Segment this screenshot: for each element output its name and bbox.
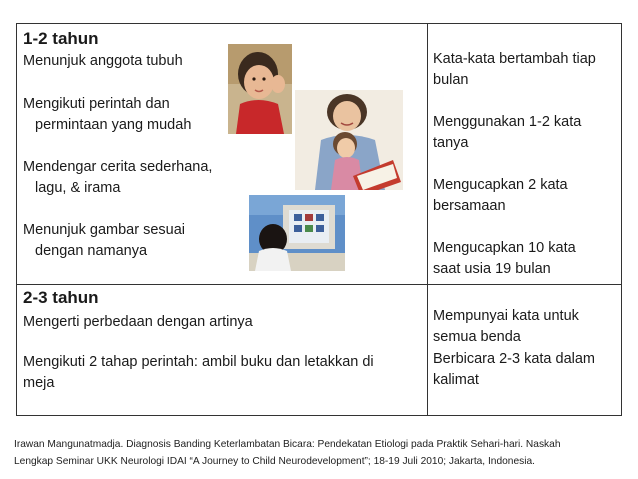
row1-title: 1-2 tahun: [23, 29, 99, 48]
row1-right-item: Mengucapkan 10 kata saat usia 19 bulan: [433, 240, 576, 277]
child-computer-photo: [249, 195, 345, 271]
row1-left-item: Mendengar cerita sederhana, lagu, & irama: [23, 159, 213, 196]
column-divider: [427, 24, 428, 415]
row1-right-item: Mengucapkan 2 kata bersamaan: [433, 177, 568, 214]
row1-left-item: Menunjuk anggota tubuh: [23, 53, 183, 69]
row1-left-item: Mengikuti perintah dan permintaan yang mudah: [23, 96, 192, 133]
row1-left-item: Menunjuk gambar sesuai dengan namanya: [23, 222, 186, 259]
milestone-table: [16, 23, 622, 416]
citation: Irawan Mangunatmadja. Diagnosis Banding Keterlambatan Bicara: Pendekatan Etiologi pada Praktik Sehari-hari. Naskah Lengkap Seminar UKK Neurologi IDAI “A Journey to Child Neurodevelopment”; 18-19 Juli 2010; Jakarta, Indonesia.: [14, 439, 561, 467]
row2-left-item: Mengikuti 2 tahap perintah: ambil buku dan letakkan di meja: [23, 354, 374, 391]
row2-right-item: Berbicara 2-3 kata dalam kalimat: [433, 351, 595, 388]
mother-child-reading-photo: [295, 90, 403, 190]
row2-left-item: Mengerti perbedaan dengan artinya: [23, 314, 253, 330]
row2-right-item: Mempunyai kata untuk semua benda: [433, 308, 579, 345]
row2-title: 2-3 tahun: [23, 288, 99, 307]
row1-right-item: Kata-kata bertambah tiap bulan: [433, 51, 596, 88]
row1-right-item: Menggunakan 1-2 kata tanya: [433, 114, 582, 151]
toddler-photo: [228, 44, 292, 134]
row-divider: [17, 284, 621, 285]
